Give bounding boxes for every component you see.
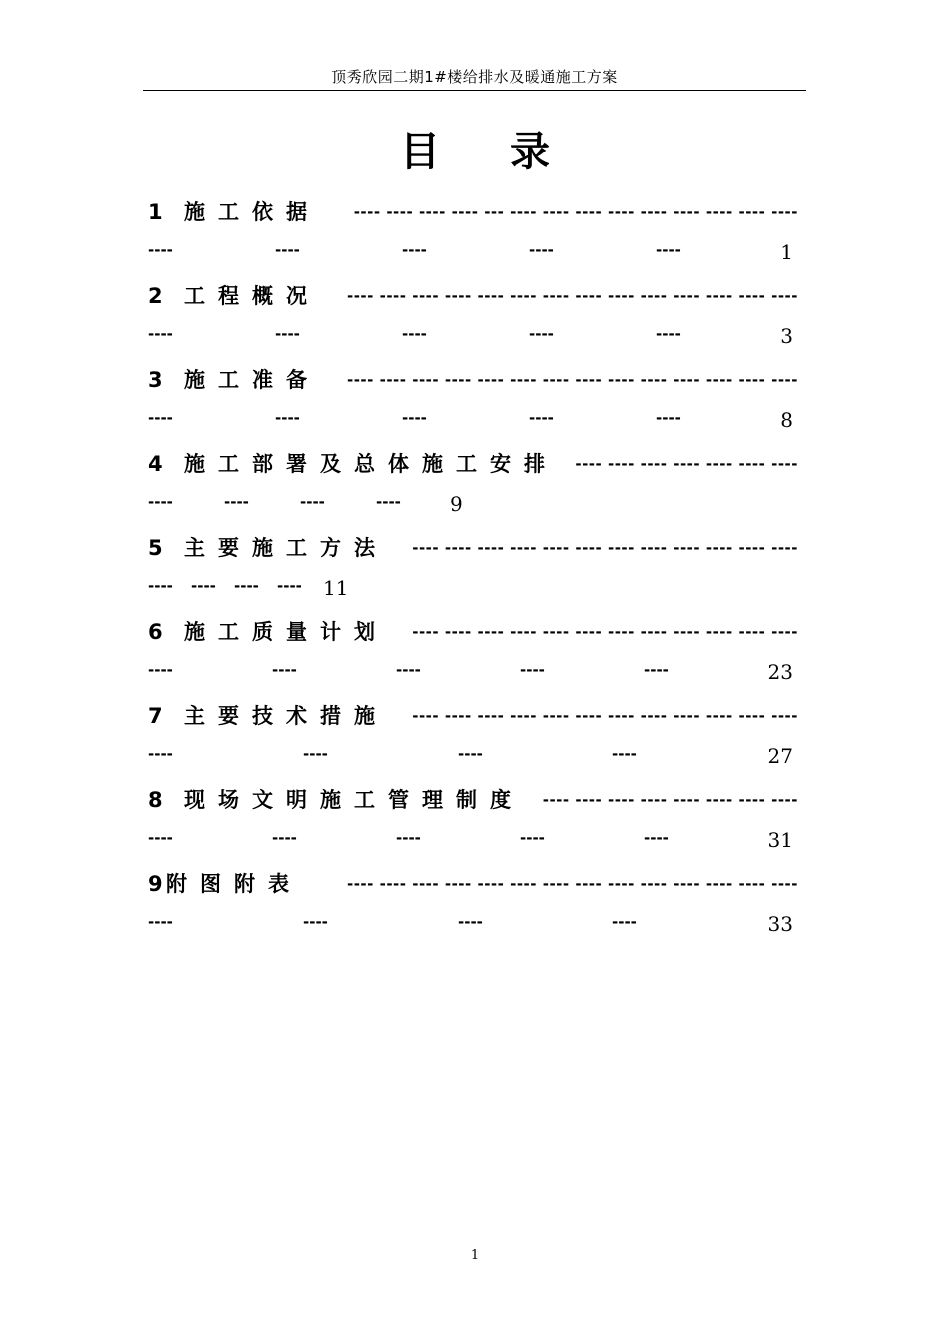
toc-entry-title: 工程概况	[184, 284, 320, 308]
toc-leader-dash: ----	[656, 409, 681, 427]
toc-leader-dash: ----	[275, 241, 300, 259]
toc-entry-number: 3	[148, 368, 163, 392]
toc-leader-dash: ----	[402, 325, 427, 343]
toc-leader: ---- ---- ---- ---- ---- ---- ---- ---- ---- ---- ---- ---- ---- ----	[346, 875, 798, 893]
toc-leader-dash: ----	[529, 325, 554, 343]
toc-entry[interactable]	[148, 785, 798, 869]
toc-entry[interactable]	[148, 617, 798, 701]
toc-leader-dash: ----	[148, 913, 173, 931]
toc-page-number: 33	[767, 912, 793, 936]
toc-leader-dash: ----	[224, 493, 249, 511]
toc-entry[interactable]	[148, 197, 798, 281]
toc-leader: ---- ---- ---- ---- ---- ---- ----	[575, 455, 798, 473]
toc-leader-dash: ----	[300, 493, 325, 511]
toc-leader-dash: ----	[520, 829, 545, 847]
toc-leader: ---- ---- ---- ---- ---- ---- ---- ----	[542, 791, 798, 809]
toc-leader: ---- ---- ---- ---- ---- ---- ---- ---- ---- ---- ---- ----	[412, 623, 798, 641]
toc-leader-dash: ----	[376, 493, 401, 511]
toc-leader-dash: ----	[458, 745, 483, 763]
toc-leader: ---- ---- ---- ---- --- ---- ---- ---- ---- ---- ---- ---- ---- ----	[353, 203, 798, 221]
toc-leader: ---- ---- ---- ---- ---- ---- ---- ---- ---- ---- ---- ---- ---- ----	[346, 371, 798, 389]
toc-leader-dash: ----	[148, 829, 173, 847]
toc-leader-dash: ----	[402, 409, 427, 427]
toc-entry-title: 施工依据	[184, 200, 320, 224]
toc-title: 目录	[400, 129, 620, 175]
toc-entry-number: 7	[148, 704, 163, 728]
toc-page-number: 3	[780, 324, 793, 348]
toc-page-number: 8	[780, 408, 793, 432]
toc-leader-dash: ----	[656, 241, 681, 259]
toc-leader-dash: ----	[272, 661, 297, 679]
toc-entry[interactable]	[148, 701, 798, 785]
toc-leader-dash: ----	[191, 577, 216, 595]
toc-leader-dash: ----	[148, 409, 173, 427]
toc-leader: ---- ---- ---- ---- ---- ---- ---- ---- ---- ---- ---- ----	[412, 539, 798, 557]
toc-entry-number: 4	[148, 452, 163, 476]
toc-leader-dash: ----	[644, 829, 669, 847]
toc-page-number: 11	[323, 576, 349, 600]
toc-leader-dash: ----	[275, 409, 300, 427]
toc-leader-dash: ----	[148, 325, 173, 343]
toc-leader-dash: ----	[275, 325, 300, 343]
toc-leader: ---- ---- ---- ---- ---- ---- ---- ---- ---- ---- ---- ---- ---- ----	[346, 287, 798, 305]
toc-entry[interactable]	[148, 365, 798, 449]
toc-page-number: 1	[780, 240, 793, 264]
toc-entry-number: 5	[148, 536, 163, 560]
toc-leader-dash: ----	[303, 745, 328, 763]
toc-entry-number: 2	[148, 284, 163, 308]
toc-leader-dash: ----	[148, 661, 173, 679]
toc-entry-title: 施工质量计划	[184, 620, 388, 644]
toc-leader-dash: ----	[458, 913, 483, 931]
toc-leader-dash: ----	[148, 493, 173, 511]
toc-page-number: 9	[450, 492, 463, 516]
toc-entry[interactable]	[148, 533, 798, 617]
toc-leader-dash: ----	[529, 409, 554, 427]
toc-entry-title: 施工部署及总体施工安排	[184, 452, 558, 476]
toc-entry-number: 8	[148, 788, 163, 812]
toc-entry-number: 9	[148, 872, 163, 896]
toc-entry[interactable]	[148, 449, 798, 533]
toc-leader-dash: ----	[644, 661, 669, 679]
toc-leader-dash: ----	[396, 829, 421, 847]
toc-page-number: 23	[767, 660, 793, 684]
running-header: 顶秀欣园二期1#楼给排水及暖通施工方案	[331, 68, 618, 86]
toc-entry-title: 现场文明施工管理制度	[184, 788, 524, 812]
toc-leader-dash: ----	[612, 745, 637, 763]
toc-leader-dash: ----	[148, 577, 173, 595]
page-number: 1	[470, 1248, 480, 1263]
toc-entry-title: 主要施工方法	[184, 536, 388, 560]
toc-leader-dash: ----	[277, 577, 302, 595]
toc-leader-dash: ----	[612, 913, 637, 931]
toc-entry-title: 主要技术措施	[184, 704, 388, 728]
toc-page-number: 31	[767, 828, 793, 852]
toc-leader-dash: ----	[520, 661, 545, 679]
toc-entry[interactable]	[148, 869, 798, 953]
toc-entry[interactable]	[148, 281, 798, 365]
toc-page-number: 27	[767, 744, 793, 768]
toc-entry-title: 施工准备	[184, 368, 320, 392]
toc-leader-dash: ----	[148, 745, 173, 763]
toc-entry-number: 1	[148, 200, 163, 224]
header-rule	[143, 90, 806, 91]
toc-leader-dash: ----	[303, 913, 328, 931]
toc-leader: ---- ---- ---- ---- ---- ---- ---- ---- ---- ---- ---- ----	[412, 707, 798, 725]
toc-leader-dash: ----	[272, 829, 297, 847]
toc-leader-dash: ----	[234, 577, 259, 595]
toc-entry-number: 6	[148, 620, 163, 644]
toc-leader-dash: ----	[529, 241, 554, 259]
toc-leader-dash: ----	[402, 241, 427, 259]
toc-leader-dash: ----	[148, 241, 173, 259]
toc-entry-title: 附图附表	[166, 872, 302, 896]
toc-leader-dash: ----	[396, 661, 421, 679]
toc-leader-dash: ----	[656, 325, 681, 343]
